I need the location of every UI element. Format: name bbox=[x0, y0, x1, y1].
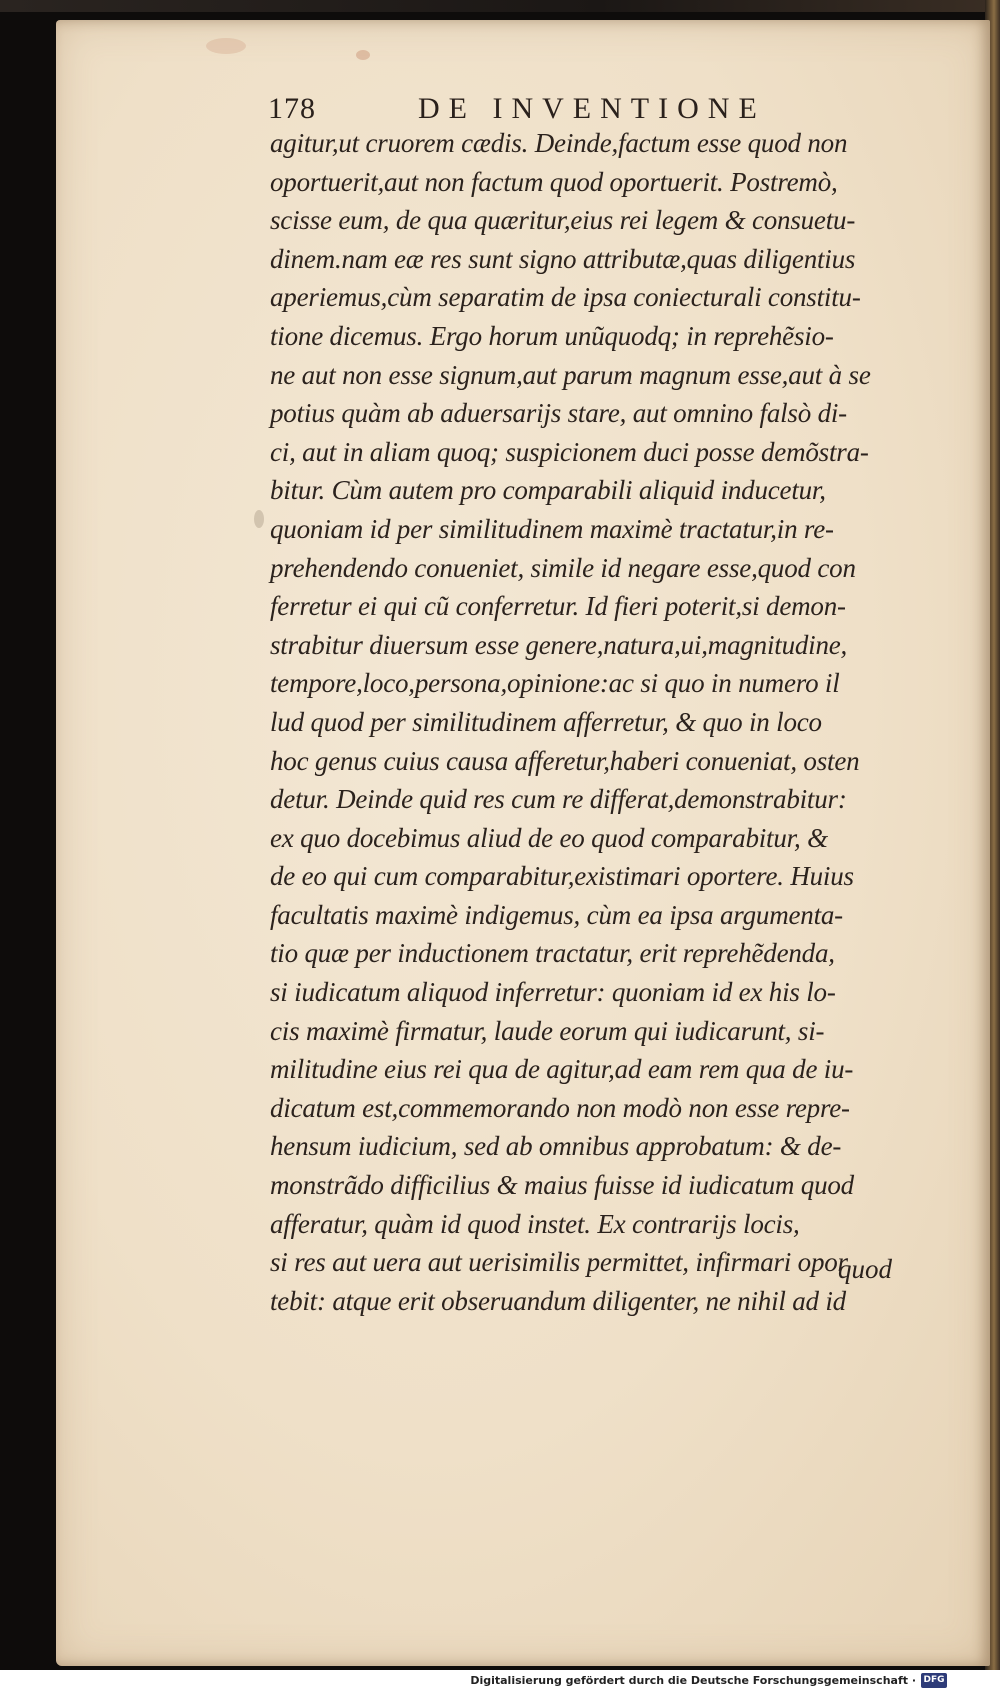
text-line: potius quàm ab aduersarijs stare, aut omnino falsò di- bbox=[270, 398, 847, 429]
text-line: ne aut non esse signum,aut parum magnum esse,aut à se bbox=[270, 359, 871, 390]
digitization-credit: Digitalisierung gefördert durch die Deutsche Forschungsgemeinschaft · bbox=[470, 1674, 916, 1687]
running-title: DE INVENTIONE bbox=[418, 92, 766, 125]
text-line: quoniam id per similitudinem maximè tractatur,in re- bbox=[270, 513, 834, 544]
text-line: ci, aut in aliam quoq; suspicionem duci posse demõstra- bbox=[270, 436, 869, 467]
text-line: monstrãdo difficilius & maius fuisse id iudicatum quod bbox=[270, 1170, 854, 1201]
dfg-logo: DFG bbox=[921, 1673, 947, 1688]
text-line: si res aut uera aut uerisimilis permittet, infirmari opor bbox=[270, 1247, 848, 1278]
foxing-spot bbox=[254, 510, 264, 528]
text-line: tempore,loco,persona,opinione:ac si quo in numero il bbox=[270, 668, 840, 699]
text-line: tione dicemus. Ergo horum unũquodq; in reprehẽsio- bbox=[270, 320, 834, 351]
text-line: de eo qui cum comparabitur,existimari oportere. Huius bbox=[270, 861, 854, 892]
text-line: tio quæ per inductionem tractatur, erit reprehẽdenda, bbox=[270, 938, 835, 969]
text-line: bitur. Cùm autem pro comparabili aliquid inducetur, bbox=[270, 475, 826, 506]
text-line: militudine eius rei qua de agitur,ad eam rem qua de iu- bbox=[270, 1054, 854, 1085]
text-line: aperiemus,cùm separatim de ipsa coniecturali constitu- bbox=[270, 282, 861, 313]
catchword: quod bbox=[838, 1254, 892, 1284]
body-text bbox=[270, 124, 960, 1320]
text-line: strabitur diuersum esse genere,natura,ui,magnitudine, bbox=[270, 629, 848, 660]
text-line: si iudicatum aliquod inferretur: quoniam id ex his lo- bbox=[270, 977, 836, 1008]
text-line: facultatis maximè indigemus, cùm ea ipsa argumenta- bbox=[270, 899, 843, 930]
text-line: hensum iudicium, sed ab omnibus approbatum: & de- bbox=[270, 1131, 842, 1162]
text-line: ferretur ei qui cũ conferretur. Id fieri poterit,si demon- bbox=[270, 591, 846, 622]
foxing-spot bbox=[356, 50, 370, 60]
foxing-spot bbox=[206, 38, 246, 54]
page-number: 178 bbox=[268, 92, 316, 125]
text-line: prehendendo conueniet, simile id negare esse,quod con bbox=[270, 552, 856, 583]
text-line: oportuerit,aut non factum quod oportuerit. Postremò, bbox=[270, 166, 838, 197]
text-line: ex quo docebimus aliud de eo quod comparabitur, & bbox=[270, 822, 828, 853]
text-line: tebit: atque erit obseruandum diligenter, ne nihil ad id bbox=[270, 1285, 846, 1316]
text-line: detur. Deinde quid res cum re differat,demonstrabitur: bbox=[270, 784, 847, 815]
text-line: dicatum est,commemorando non modò non esse repre- bbox=[270, 1092, 850, 1123]
text-line: dinem.nam eæ res sunt signo attributæ,quas diligentius bbox=[270, 243, 856, 274]
text-line: hoc genus cuius causa afferetur,haberi conueniat, osten bbox=[270, 745, 860, 776]
text-line: cis maximè firmatur, laude eorum qui iudicarunt, si- bbox=[270, 1015, 825, 1046]
text-line: scisse eum, de qua quæritur,eius rei legem & consuetu- bbox=[270, 205, 856, 236]
text-line: lud quod per similitudinem afferretur, & quo in loco bbox=[270, 706, 822, 737]
book-top-edge bbox=[0, 0, 1000, 12]
text-line: afferatur, quàm id quod instet. Ex contrarijs locis, bbox=[270, 1208, 800, 1239]
text-line: agitur,ut cruorem cædis. Deinde,factum esse quod non bbox=[270, 128, 848, 158]
